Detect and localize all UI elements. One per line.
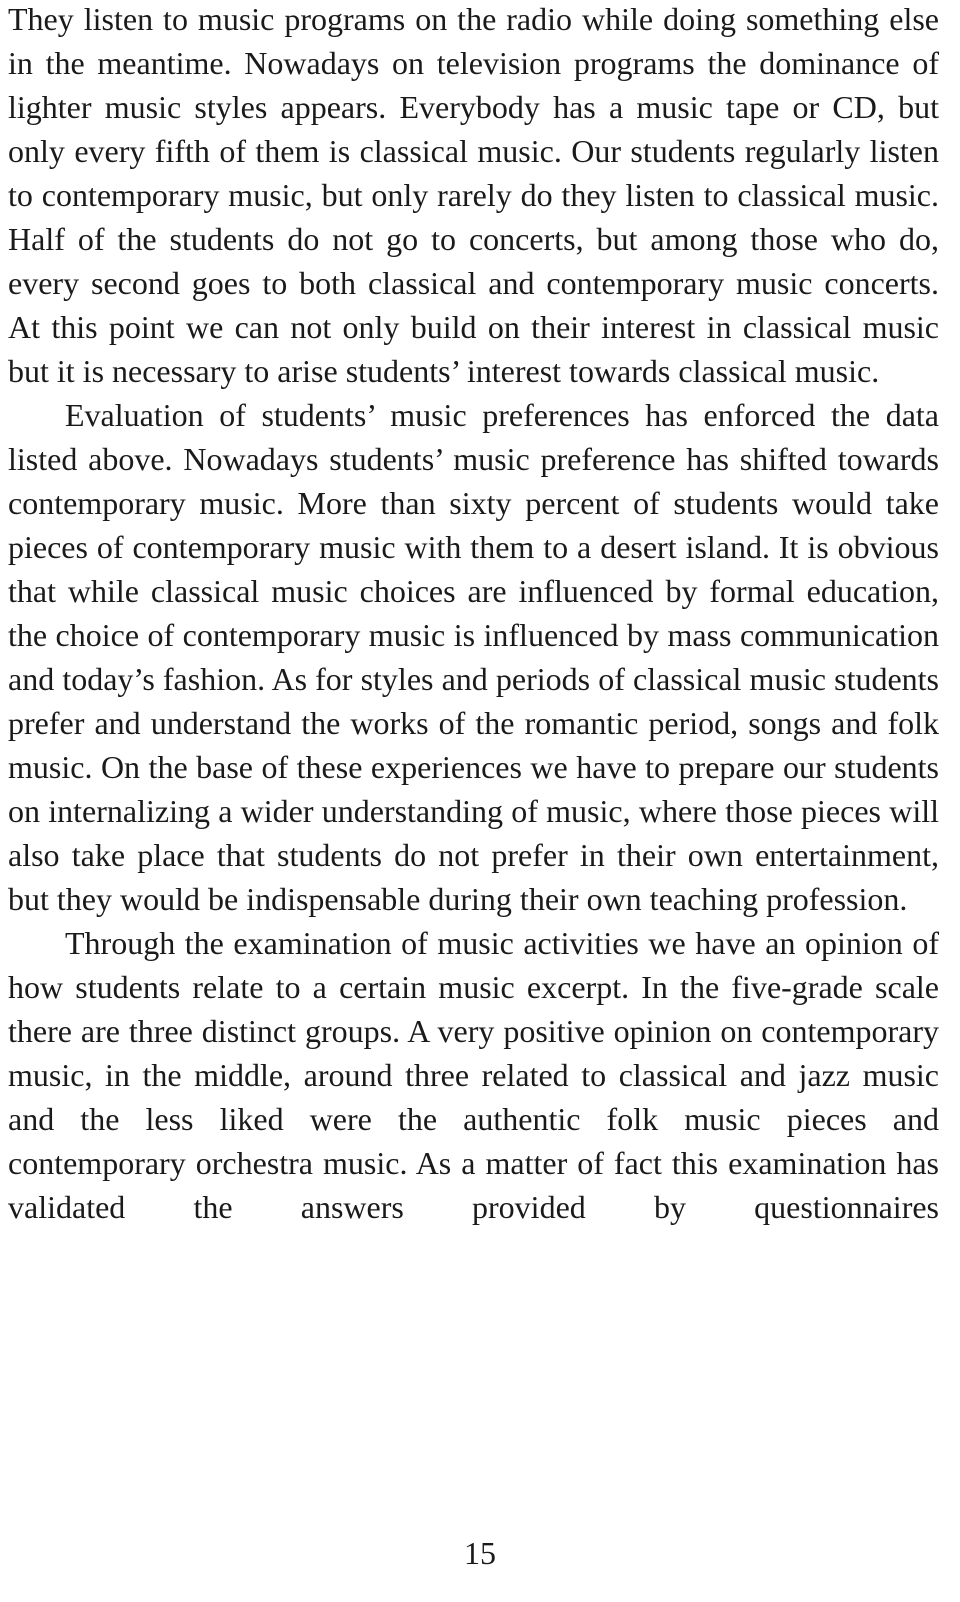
body-paragraph-2: Evaluation of students’ music preferences has enforced the data listed above. Nowadays students’ music preference has shifted towards contemporary music. More than sixty percent of students would take pieces of contemporary music with them to a desert island. It is obvious that while classical music choices are influenced by formal education, the choice of contemporary music is influenced by mass communication and today’s fashion. As for styles and periods of classical music students prefer and understand the works of the romantic period, songs and folk music. On the base of these experiences we have to prepare our students on internalizing a wider understanding of music, where those pieces will also take place that students do not prefer in their own entertainment, but they would be indispensable during their own teaching profession. xyxy=(8,397,939,917)
body-paragraph-3: Through the examination of music activities we have an opinion of how students relate to a certain music excerpt. In the five-grade scale there are three distinct groups. A very positive opinion on contemporary music, in the middle, around three related to classical and jazz music and the less liked were the authentic folk music pieces and contemporary orchestra music. As a matter of fact this examination has validated the answers provided by questionnaires xyxy=(8,925,939,1225)
body-paragraph-1: They listen to music programs on the radio while doing something else in the meantime. Nowadays on television programs the dominance of lighter music styles appears. Everybody has a music tape or CD, but only every fifth of them is classical music. Our students regularly listen to contemporary music, but only rarely do they listen to classical music. Half of the students do not go to concerts, but among those who do, every second goes to both classical and contemporary music concerts. At this point we can not only build on their interest in classical music but it is necessary to arise students’ interest towards classical music. xyxy=(8,1,939,389)
page-number: 15 xyxy=(464,1535,496,1571)
